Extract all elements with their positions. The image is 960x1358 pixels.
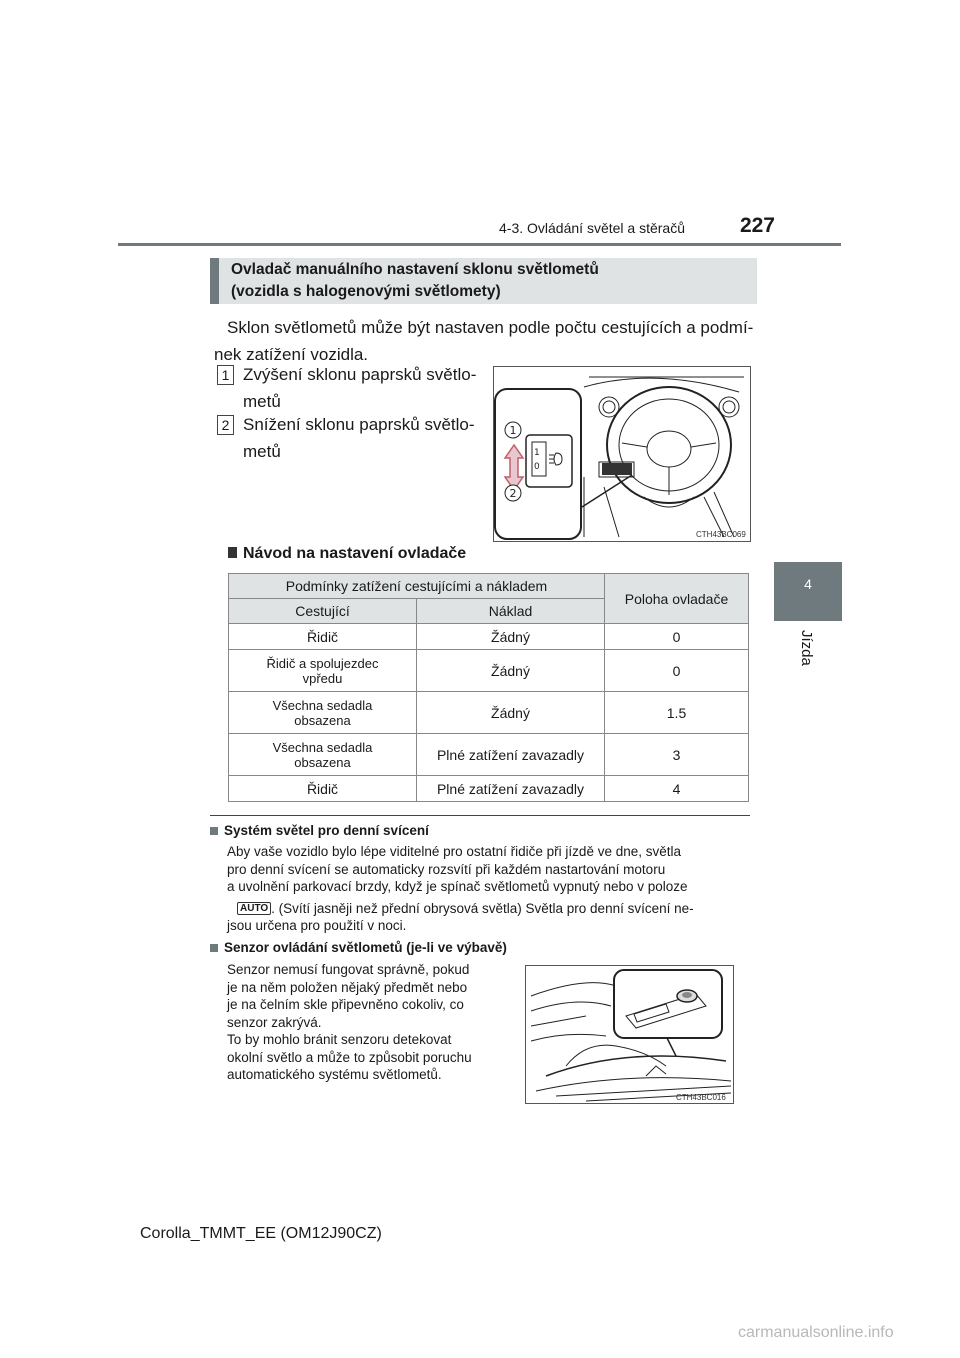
step-text-line2: metů: [243, 442, 281, 461]
step-text-line2: metů: [243, 392, 281, 411]
figure-light-sensor: [525, 965, 734, 1104]
note-daytime-lights-text: [227, 843, 745, 935]
cell-passengers-line1: Všechna sedadla: [272, 739, 373, 755]
square-bullet-icon: [210, 944, 218, 952]
dial-mark-0: 0: [534, 462, 540, 472]
header-rule: [118, 243, 841, 246]
step-text-line1: Snížení sklonu paprsků světlo-: [243, 415, 475, 434]
note-line: jsou určena pro použití v noci.: [227, 918, 407, 933]
header-section-title: 4-3. Ovládání světel a stěračů: [499, 220, 685, 236]
note-light-sensor-title: [210, 940, 507, 955]
section-heading-line1: Ovladač manuálního nastavení sklonu světlometů: [231, 261, 599, 278]
dial-mark-1: 1: [534, 448, 540, 458]
section-heading-box: [210, 258, 757, 304]
note-title-text: Systém světel pro denní svícení: [224, 823, 429, 838]
guide-heading: [228, 545, 466, 563]
step-text-line1: Zvýšení sklonu paprsků světlo-: [243, 365, 477, 384]
section-divider: [210, 815, 750, 816]
cell-passengers: [229, 692, 417, 734]
chapter-label: [793, 630, 823, 690]
cell-passengers: [229, 734, 417, 776]
step-number: 2: [217, 415, 234, 435]
page-number: 227: [739, 214, 775, 237]
callout-1: 1: [509, 424, 517, 437]
figure-code: CTH43BC069: [696, 530, 746, 539]
cell-passengers: Řidič: [229, 624, 417, 650]
note-line: okolní světlo a může to způsobit poruchu: [227, 1049, 472, 1065]
table-row: [229, 650, 749, 692]
cell-cargo: Plné zatížení zavazadly: [417, 776, 605, 802]
note-line: senzor zakrývá.: [227, 1014, 322, 1030]
note-line: . (Svítí jasněji než přední obrysová světla) Světla pro denní svícení ne-: [271, 900, 694, 916]
leveling-dial-illustration: [494, 367, 750, 541]
cell-cargo: Žádný: [417, 692, 605, 734]
intro-line1: Sklon světlometů může být nastaven podle počtu cestujících a podmí-: [227, 318, 754, 337]
table-group-header: Podmínky zatížení cestujícími a nákladem: [229, 574, 605, 599]
auto-switch-icon: AUTO: [237, 902, 271, 915]
cell-cargo: Plné zatížení zavazadly: [417, 734, 605, 776]
cell-passengers: [229, 650, 417, 692]
note-line: a uvolnění parkovací brzdy, když je spínač světlometů vypnutý nebo v poloze: [227, 879, 688, 894]
footer-document-code: Corolla_TMMT_EE (OM12J90CZ): [140, 1225, 382, 1242]
note-line: je na něm položen nějaký předmět nebo: [227, 979, 468, 995]
note-line: automatického systému světlometů.: [227, 1067, 442, 1082]
table-position-header: Poloha ovladače: [605, 574, 749, 624]
note-line: To by mohlo bránit senzoru detekovat: [227, 1032, 452, 1047]
cell-position: 1.5: [605, 692, 749, 734]
cell-passengers: Řidič: [229, 776, 417, 802]
square-bullet-icon: [210, 827, 218, 835]
guide-heading-text: Návod na nastavení ovladače: [243, 545, 467, 562]
square-bullet-icon: [228, 547, 237, 558]
cell-passengers-line2: obsazena: [294, 754, 351, 770]
watermark: carmanualsonline.info: [738, 1324, 894, 1341]
chapter-tab[interactable]: 4: [774, 562, 842, 621]
light-sensor-illustration: [526, 966, 733, 1103]
cell-passengers-line1: Řidič a spolujezdec: [266, 655, 379, 671]
cell-cargo: Žádný: [417, 624, 605, 650]
note-light-sensor-text: [227, 961, 505, 1084]
note-line: je na čelním skle připevněno cokoliv, co: [227, 997, 464, 1012]
section-heading-line2: (vozidla s halogenovými světlomety): [231, 283, 501, 300]
table-col-passengers: Cestující: [229, 599, 417, 624]
note-line: Senzor nemusí fungovat správně, pokud: [227, 962, 470, 977]
table-col-cargo: Náklad: [417, 599, 605, 624]
note-title-text: Senzor ovládání světlometů (je-li ve výbavě): [224, 940, 507, 955]
table-row: [229, 734, 749, 776]
cell-passengers-line2: vpředu: [302, 670, 343, 686]
table-row: [229, 692, 749, 734]
step-number: 1: [217, 365, 234, 385]
note-line: pro denní svícení se automaticky rozsvítí při každém nastartování motoru: [227, 861, 666, 877]
note-daytime-lights-title: [210, 823, 429, 838]
cell-position: 0: [605, 650, 749, 692]
cell-position: 3: [605, 734, 749, 776]
cell-position: 0: [605, 624, 749, 650]
cell-cargo: Žádný: [417, 650, 605, 692]
chapter-label-text: Jízda: [798, 630, 815, 666]
cell-position: 4: [605, 776, 749, 802]
cell-passengers-line2: obsazena: [294, 712, 351, 728]
cell-passengers-line1: Všechna sedadla: [272, 697, 373, 713]
leveling-table: [228, 573, 749, 802]
figure-leveling-dial: [493, 366, 751, 542]
table-row: [229, 624, 749, 650]
callout-2: 2: [509, 487, 517, 500]
figure-code: CTH43BC016: [676, 1093, 726, 1102]
table-row: [229, 776, 749, 802]
intro-line2: nek zatížení vozidla.: [214, 345, 369, 364]
note-line: Aby vaše vozidlo bylo lépe viditelné pro ostatní řidiče při jízdě ve dne, světla: [227, 844, 681, 859]
